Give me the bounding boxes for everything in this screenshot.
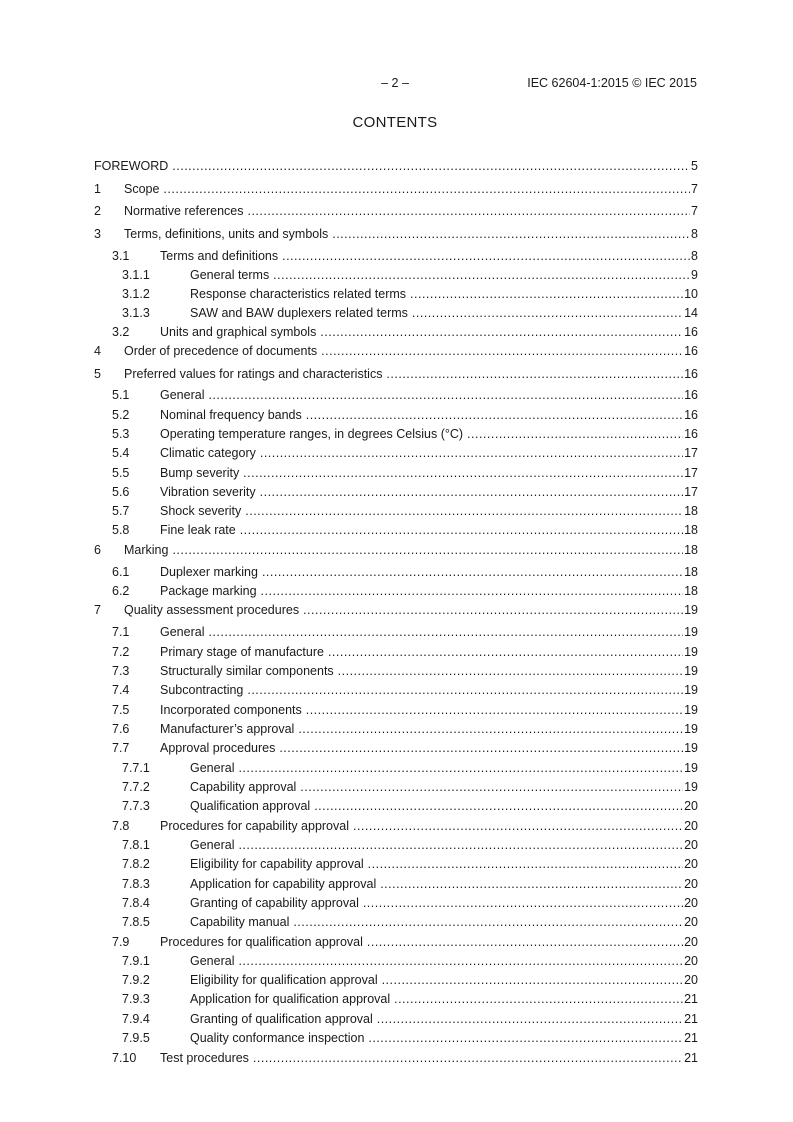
toc-entry-number: 7.10 [112,1051,137,1065]
toc-entry[interactable] [94,1030,698,1046]
toc-entry-title: Qualification approval ..... [190,798,698,814]
toc-entry-title: Capability approval ..... [190,779,698,795]
toc-entry-number: 7.9.2 [122,973,150,987]
toc-entry[interactable] [94,426,698,442]
toc-entry-page: 20 [684,819,698,833]
toc-entry-title: SAW and BAW duplexers related terms ..... [190,305,698,321]
toc-entry[interactable] [94,324,698,340]
toc-entry[interactable] [94,387,698,403]
toc-entry[interactable] [94,181,698,197]
toc-entry[interactable] [94,226,698,242]
toc-entry[interactable] [94,503,698,519]
toc-entry-number: 7.7.3 [122,799,150,813]
toc-entry-page: 19 [684,683,698,697]
toc-entry-title: Structurally similar components ..... [160,663,698,679]
toc-entry-page: 20 [684,877,698,891]
toc-entry[interactable] [94,158,698,174]
toc-entry-title: Bump severity ..... [160,465,698,481]
toc-entry-page: 16 [684,367,698,381]
toc-entry-page: 20 [684,838,698,852]
toc-entry[interactable] [94,798,698,814]
toc-entry-title: Terms, definitions, units and symbols ..... [124,226,698,242]
toc-entry[interactable] [94,1011,698,1027]
toc-entry-page: 16 [684,344,698,358]
toc-entry-number: 7.8.4 [122,896,150,910]
toc-entry-number: 3.1.2 [122,287,150,301]
toc-entry-page: 20 [684,915,698,929]
toc-entry[interactable] [94,837,698,853]
toc-entry-title: Granting of capability approval ..... [190,895,698,911]
toc-entry-title: Capability manual ..... [190,914,698,930]
toc-entry-title: Scope ..... [124,181,698,197]
toc-entry-number: 7.3 [112,664,130,678]
toc-entry-title: Primary stage of manufacture ..... [160,644,698,660]
toc-entry-title: Duplexer marking ..... [160,564,698,580]
toc-entry-page: 20 [684,896,698,910]
toc-entry[interactable] [94,934,698,950]
toc-entry-title: Procedures for capability approval ..... [160,818,698,834]
toc-entry-title: Vibration severity ..... [160,484,698,500]
toc-entry[interactable] [94,286,698,302]
toc-entry-number: 5 [94,367,101,381]
toc-entry[interactable] [94,991,698,1007]
toc-entry[interactable] [94,740,698,756]
toc-entry-number: 7.9.4 [122,1012,150,1026]
toc-entry-page: 21 [684,1051,698,1065]
toc-entry-number: 7.9.5 [122,1031,150,1045]
toc-entry-title: Order of precedence of documents ..... [124,343,698,359]
toc-entry-number: 7.8.2 [122,857,150,871]
toc-entry[interactable] [94,779,698,795]
toc-entry-title: Terms and definitions ..... [160,248,698,264]
toc-entry-number: 5.2 [112,408,130,422]
toc-entry-number: 5.6 [112,485,130,499]
toc-entry-title: Subcontracting ..... [160,682,698,698]
toc-entry-title: Eligibility for qualification approval ..... [190,972,698,988]
toc-entry-title: Fine leak rate ..... [160,522,698,538]
toc-entry-number: 7.8.5 [122,915,150,929]
toc-entry[interactable] [94,583,698,599]
toc-entry-title: Manufacturer’s approval ..... [160,721,698,737]
toc-entry-page: 19 [684,703,698,717]
toc-entry-page: 16 [684,408,698,422]
toc-entry-number: 7.7.2 [122,780,150,794]
toc-entry-number: 7.2 [112,645,130,659]
toc-entry[interactable] [94,972,698,988]
toc-entry-title: Nominal frequency bands ..... [160,407,698,423]
toc-entry[interactable] [94,1050,698,1066]
toc-entry-title: Incorporated components ..... [160,702,698,718]
toc-entry-page: 19 [684,780,698,794]
toc-entry-title: General ..... [190,953,698,969]
toc-entry-title: General ..... [190,837,698,853]
toc-entry-number: 1 [94,182,101,196]
toc-entry-title: General ..... [160,624,698,640]
toc-entry-number: 7.8.3 [122,877,150,891]
toc-entry-title: Response characteristics related terms ..... [190,286,698,302]
toc-entry[interactable] [94,876,698,892]
toc-entry-title: Test procedures ..... [160,1050,698,1066]
toc-entry-page: 7 [691,204,698,218]
toc-entry[interactable] [94,465,698,481]
toc-entry-title: Preferred values for ratings and characteristics ..... [124,366,698,382]
toc-entry-page: 17 [684,466,698,480]
toc-entry-number: 7.9 [112,935,130,949]
document-identifier: IEC 62604-1:2015 © IEC 2015 [527,76,697,90]
toc-entry-title: Application for capability approval ..... [190,876,698,892]
toc-entry-number: 7.7.1 [122,761,150,775]
toc-entry-title: Shock severity ..... [160,503,698,519]
toc-entry[interactable] [94,721,698,737]
toc-entry-number: 3 [94,227,101,241]
toc-entry-number: 2 [94,204,101,218]
toc-entry-page: 19 [684,761,698,775]
toc-entry[interactable] [94,267,698,283]
toc-entry-number: 6.1 [112,565,130,579]
toc-entry-number: 7.9.1 [122,954,150,968]
toc-entry-page: 7 [691,182,698,196]
toc-entry[interactable] [94,644,698,660]
toc-entry-number: 5.8 [112,523,130,537]
toc-entry-page: 16 [684,427,698,441]
toc-entry-title: General ..... [190,760,698,776]
toc-entry[interactable] [94,248,698,264]
toc-entry[interactable] [94,366,698,382]
toc-entry-number: 7 [94,603,101,617]
toc-entry-page: 17 [684,446,698,460]
toc-entry-page: 18 [684,584,698,598]
toc-entry-number: 7.8 [112,819,130,833]
toc-entry[interactable] [94,856,698,872]
toc-entry-title: Quality assessment procedures ..... [124,602,698,618]
toc-entry-page: 16 [684,325,698,339]
toc-entry-number: 3.2 [112,325,130,339]
toc-entry[interactable] [94,760,698,776]
toc-entry[interactable] [94,914,698,930]
toc-entry-number: 7.6 [112,722,130,736]
toc-entry-page: 19 [684,625,698,639]
toc-entry-page: 8 [691,227,698,241]
toc-entry-page: 18 [684,543,698,557]
toc-entry[interactable] [94,407,698,423]
toc-entry-number: 3.1.1 [122,268,150,282]
toc-entry-page: 21 [684,1012,698,1026]
toc-entry[interactable] [94,895,698,911]
toc-entry[interactable] [94,542,698,558]
toc-entry-number: 5.1 [112,388,130,402]
toc-entry-number: 3.1 [112,249,130,263]
toc-entry-title: General ..... [160,387,698,403]
toc-entry-title: Approval procedures ..... [160,740,698,756]
toc-entry-page: 16 [684,388,698,402]
toc-entry[interactable] [94,953,698,969]
toc-entry-number: 5.5 [112,466,130,480]
toc-entry-page: 20 [684,935,698,949]
page-title: CONTENTS [352,114,438,131]
toc-entry-page: 20 [684,954,698,968]
toc-entry-page: 21 [684,992,698,1006]
toc-entry-page: 20 [684,857,698,871]
toc-entry-page: 17 [684,485,698,499]
toc-entry-page: 18 [684,523,698,537]
toc-entry-number: 7.4 [112,683,130,697]
toc-entry-page: 20 [684,799,698,813]
toc-entry-number: 6 [94,543,101,557]
toc-entry[interactable] [94,602,698,618]
toc-entry[interactable] [94,663,698,679]
toc-entry-title: Marking ..... [124,542,698,558]
toc-entry-page: 19 [684,664,698,678]
toc-entry-number: 7.1 [112,625,130,639]
toc-entry-title: Package marking ..... [160,583,698,599]
toc-entry[interactable] [94,203,698,219]
toc-entry-number: 7.9.3 [122,992,150,1006]
toc-entry-page: 19 [684,741,698,755]
toc-entry-number: 3.1.3 [122,306,150,320]
toc-entry-number: 6.2 [112,584,130,598]
toc-entry-page: 19 [684,645,698,659]
toc-entry[interactable] [94,305,698,321]
toc-entry-number: 7.8.1 [122,838,150,852]
toc-entry[interactable] [94,484,698,500]
toc-entry-page: 21 [684,1031,698,1045]
toc-entry-number: 7.7 [112,741,130,755]
toc-entry-page: 14 [684,306,698,320]
toc-entry-title: Granting of qualification approval ..... [190,1011,698,1027]
page-number: – 2 – [381,76,409,90]
toc-entry-title: General terms ..... [190,267,698,283]
toc-entry-number: 5.7 [112,504,130,518]
toc-entry[interactable] [94,522,698,538]
toc-entry-title: Procedures for qualification approval ..... [160,934,698,950]
toc-entry[interactable] [94,445,698,461]
toc-entry-page: 18 [684,504,698,518]
toc-entry-page: 9 [691,268,698,282]
toc-entry[interactable] [94,818,698,834]
toc-entry-title: Climatic category ..... [160,445,698,461]
toc-entry-page: 19 [684,603,698,617]
toc-entry-page: 5 [691,159,698,173]
toc-entry-title: Eligibility for capability approval ..... [190,856,698,872]
toc-entry-title: Operating temperature ranges, in degrees Celsius (°C) ..... [160,426,698,442]
toc-entry-page: 19 [684,722,698,736]
toc-entry[interactable] [94,682,698,698]
toc-entry-page: 18 [684,565,698,579]
toc-entry-title: Units and graphical symbols ..... [160,324,698,340]
toc-entry-page: 8 [691,249,698,263]
toc-entry-title: FOREWORD ..... [94,158,698,174]
toc-entry-title: Quality conformance inspection ..... [190,1030,698,1046]
toc-entry-page: 10 [684,287,698,301]
toc-entry-number: 4 [94,344,101,358]
toc-entry[interactable] [94,343,698,359]
toc-entry-page: 20 [684,973,698,987]
toc-entry[interactable] [94,624,698,640]
toc-entry[interactable] [94,564,698,580]
toc-entry-number: 7.5 [112,703,130,717]
toc-entry[interactable] [94,702,698,718]
toc-entry-number: 5.3 [112,427,130,441]
toc-entry-title: Application for qualification approval ..... [190,991,698,1007]
toc-entry-number: 5.4 [112,446,130,460]
toc-entry-title: Normative references ..... [124,203,698,219]
